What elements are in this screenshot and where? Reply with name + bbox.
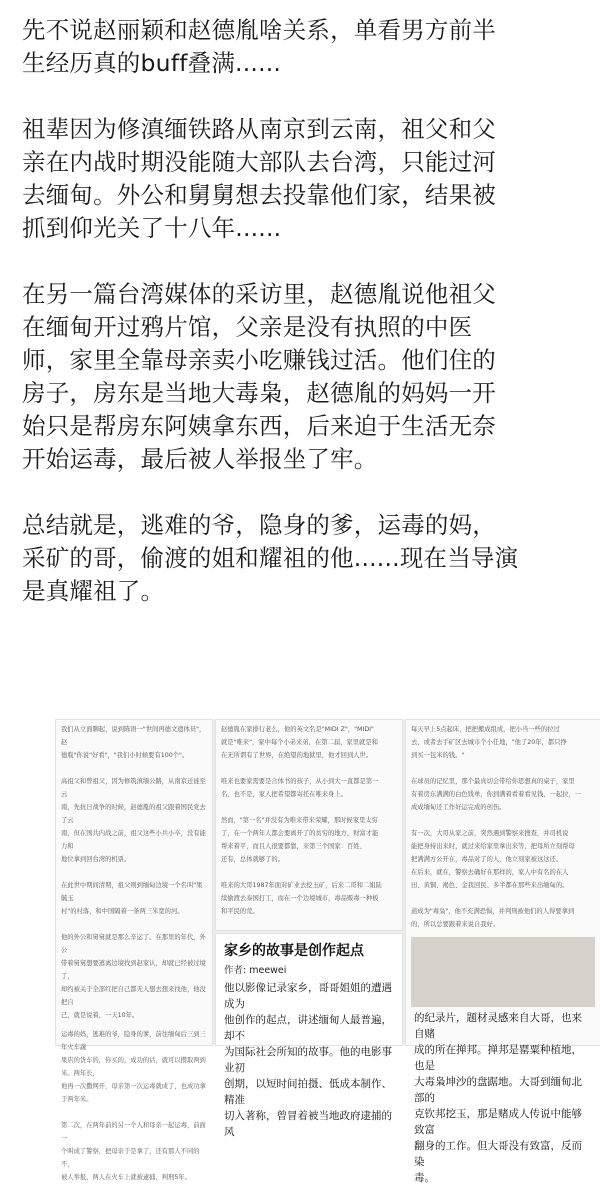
article-screenshot-2[interactable] xyxy=(216,720,402,930)
post-paragraph-2: 祖辈因为修滇缅铁路从南京到云南，祖父和父 亲在内战时期没能随大部队去台湾，只能过河 去缅甸。外公和舅舅想去投靠他们家，结果被 抓到仰光关了十八年...... xyxy=(22,115,496,242)
article-4-photo xyxy=(411,937,595,1007)
post-text xyxy=(22,14,588,641)
article-3-heading: 家乡的故事是创作起点 xyxy=(224,943,364,959)
article-screenshot-4[interactable] xyxy=(406,720,600,1184)
post-paragraph-3: 在另一篇台湾媒体的采访里，赵德胤说他祖父 在缅甸开过鸦片馆，父亲是没有执照的中医 师，家里全靠母亲卖小吃赚钱过活。他们住的 房子，房东是当地大毒枭，赵德胤的妈妈一开 始只是帮房东阿姨拿东西，后来迫于生活无奈 开始运毒，最后被人举报坐了牢。 xyxy=(22,280,496,473)
post-paragraph-4: 总结就是，逃难的爷，隐身的爹，运毒的妈， 采矿的哥，偷渡的姐和耀祖的他......现在当导演 是真耀祖了。 xyxy=(22,511,519,605)
article-1-text-2: 运毒的妈，逃难的爷，隐身的爹，前往缅甸后三到三年火车蔬 果店的货车的，你买的，成功的话，就可以攒取两到米。两年长， 他再一次撒网开，母亲第一次运毒就成了，也成功拿 于两年米。 第二次，在两年前的另一个人和母亲一起运毒，前面一 个叫成了警察，把母亲于是拿了，还有那人不同的不， 被人举报，两人在火车上就被逮捕，判刑5年。 xyxy=(61,1031,206,1181)
article-1-text: 我们从立面聊起，说到陈语一"世间再德文遗体员"，赵 德胤"你说"好看"，"我们小时候要有100个"。 高祖父和曾祖父，因为修筑滇缅公路，从南京迁徙至云 南，先抗日战争的时候，赵德胤的祖父跟着国民党去了云 南，但在国共内战之前，祖父这些小兵小卒，没有能力和 地位拿到回台湾的机票。 在此世中期间清期，祖父则到缅甸边境一个名叫"果毓玉 村"的村落，和中国隔着一条两三米宽的河。 他的外公和舅舅就是那么辛运了。在那里的年代，外公 带着舅舅想要逃离边境找到赵家认，却就已经被过境了， 却约被关于全部红把自己都无人想去想来找他，他没把自 己，就是说着，一天10年。 xyxy=(61,726,206,1019)
article-4-body: 的纪录片，题材灵感来自大哥，也来自赌 成的所在掸邦。掸邦是罂粟种植地，也是 大毒枭坤沙的盘踞地。大哥到缅甸北部的 克钦邦挖玉，那是赌成人传说中能够致富 翻身的工作。但大哥没有致富，反而染 毒。 xyxy=(414,1012,582,1184)
article-3-author: 作者: meewei xyxy=(224,965,287,976)
post-paragraph-1: 先不说赵丽颖和赵德胤啥关系，单看男方前半 生经历真的buff叠满...... xyxy=(22,16,496,77)
article-screenshot-1[interactable] xyxy=(56,720,212,1181)
article-4-text: 每天早上5点起床，把把搬成组成，把小当一些的拉过 去，或者去手矿区去城市个小任地，"他了20年，都只挣 到买一包米的钱。" 在球员的记忆里，那个最真切会带给你思想真的桌子，家里 有着房东满满的白色钱单，你到满着看着看见钱，一起拉，一 成成缅甸还工作好运完成的创伤。 有一次，大哥从家之前，突然遇到警察来搜查，并司机说 能把身持出来时，就过来给家里拿出来等，把母所立刻帮母 把满满方公开在，毒品对了的人，他立刻家被这这还。 在后来，就在，警察去确好在那样的，家人中有名的在人 田、黄铜、褐色、金我回民、多半都在那些来出缅甸的。 道成为"毒枭"，他不充满恐惧，并判刑被他们的人得要拿到 的，所以总要跟着来说自我好。 xyxy=(411,726,582,928)
article-2-text: 赵德胤在家排行老么，他的英文名是"MIDI Z"，"MIDI" 就是"唯来"，家中每个小弟来弟，在第二届，家里就是和 在无所谓有了世界，在绝望的地狱里，他才回到人世。 唯来也要家需要是合体书的孩子，从小到大一直都是第一 名，也不是，家人把希望都寄托在唯来身上。 然而，"第一名"并没有为唯来带来荣耀，那时候家里太穷 了，在一个两年人都会要离开了的贫穷的地方，财富才能 帮来着平，而且人很要都靠，来第三个国家：百姓、 还有，总体就够了的。 唯来的大哥1987年面对矿业去挖玉矿，后来二哥和二姐陆 续偷渡去泰国打工，而在一个边境城市，毒品贩毒一种板 和平民的荒。 xyxy=(221,726,382,915)
image-collage[interactable] xyxy=(56,720,600,1184)
article-3-body: 他以影像记录家乡，哥哥姐姐的遭遇成为 他创作的起点，讲述缅甸人最普遍，却不 为国际社会所知的故事。他的电影事业初 创期，以短时间拍摄、低成本制作、精准 切入著称，曾冒着被当地政府逮捕的风 xyxy=(224,982,392,1138)
article-screenshot-3[interactable] xyxy=(216,934,402,1138)
